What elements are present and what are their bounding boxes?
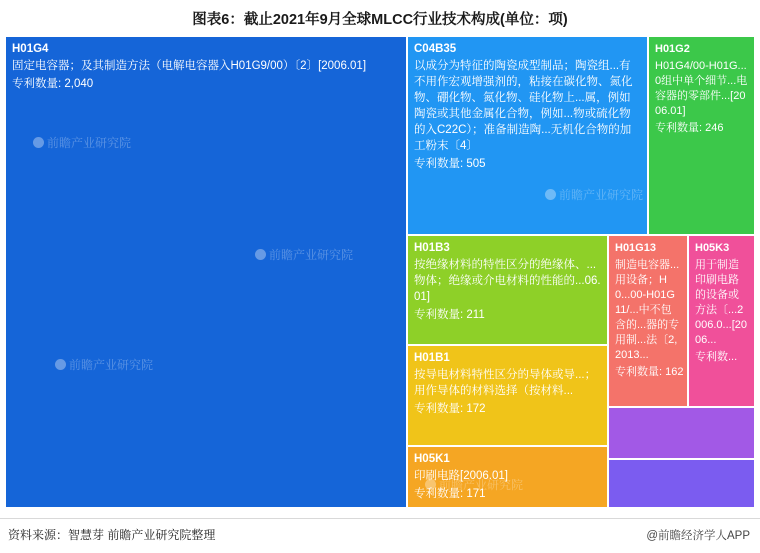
tile-value: 专利数量: 172	[414, 403, 486, 415]
watermark-text: 前瞻产业研究院	[69, 358, 154, 372]
tile-code: H05K1	[414, 453, 450, 465]
tile-code: H05K3	[695, 242, 730, 254]
tile-description: 制造电容器...用设备；H0...00-H01G11/...中不包含的...器的专用制...法〔2,2013...	[615, 259, 680, 361]
tile-code: C04B35	[414, 43, 457, 55]
tile-code: H01G2	[655, 43, 690, 55]
tile-code: H01G13	[615, 242, 656, 254]
tile-description: 按绝缘材料的特性区分的绝缘体、...物体；绝缘或介电材料的性能的...06.01]	[414, 259, 601, 303]
tile-value: 专利数...	[695, 351, 738, 363]
tile-value: 专利数量: 211	[414, 309, 485, 321]
tile-description: 按导电材料特性区分的导体或导...；用作导体的材料选择（按材料...	[414, 369, 597, 397]
page-title: 图表6：截止2021年9月全球MLCC行业技术构成(单位：项)	[192, 12, 568, 28]
watermark-text: 前瞻产业研究院	[559, 188, 644, 202]
tile-code: H01G4	[12, 43, 49, 55]
treemap-tile-h05k3[interactable]	[688, 235, 755, 407]
tile-value: 专利数量: 162	[615, 366, 684, 378]
brand-note: @前瞻经济学人APP	[646, 530, 750, 542]
treemap-tile-unlabeled-1[interactable]	[608, 407, 755, 459]
source-note: 资料来源：智慧芽 前瞻产业研究院整理	[8, 528, 216, 542]
tile-code: H01B1	[414, 352, 450, 364]
treemap	[5, 36, 755, 508]
treemap-tile-h01b1[interactable]	[407, 345, 608, 446]
tile-description: H01G4/00-H01G...0组中单个细节...电容器的零部件...[2006.01]	[655, 60, 748, 117]
watermark-text: 前瞻产业研究院	[439, 478, 524, 492]
treemap-tile-h01g13[interactable]	[608, 235, 688, 407]
treemap-tile-h01b3[interactable]	[407, 235, 608, 345]
treemap-tile-h01g2[interactable]	[648, 36, 755, 235]
watermark-text: 前瞻产业研究院	[47, 136, 132, 150]
footer-divider	[0, 518, 760, 519]
treemap-tile-c04b35[interactable]	[407, 36, 648, 235]
treemap-tile-h05k1[interactable]	[407, 446, 608, 508]
tile-value: 专利数量: 246	[655, 122, 724, 134]
tile-value: 专利数量: 171	[414, 488, 486, 500]
treemap-tile-h01g4[interactable]	[5, 36, 407, 508]
tile-description: 固定电容器；及其制造方法（电解电容器入H01G9/00）〔2〕[2006.01]	[12, 60, 367, 72]
tile-description: 印刷电路[2006.01]	[414, 470, 508, 482]
treemap-tile-unlabeled-2[interactable]	[608, 459, 755, 508]
tile-value: 专利数量: 505	[414, 158, 486, 170]
tile-code: H01B3	[414, 242, 450, 254]
tile-value: 专利数量: 2,040	[12, 78, 94, 90]
tile-description: 以成分为特征的陶瓷成型制品；陶瓷组...有不用作宏观增强剂的，粘接在碳化物、氮化物、硼化物、氮化物、硅化物上...属，例如陶瓷或其他金属化合物，例如...物或硫化物的入C22C）；准备制造陶...无机化合物的加工粉末〔4〕	[414, 60, 633, 152]
watermark-text: 前瞻产业研究院	[269, 248, 354, 262]
tile-description: 用于制造印刷电路的设备或方法〔...2006.0...[2006...	[695, 259, 747, 346]
